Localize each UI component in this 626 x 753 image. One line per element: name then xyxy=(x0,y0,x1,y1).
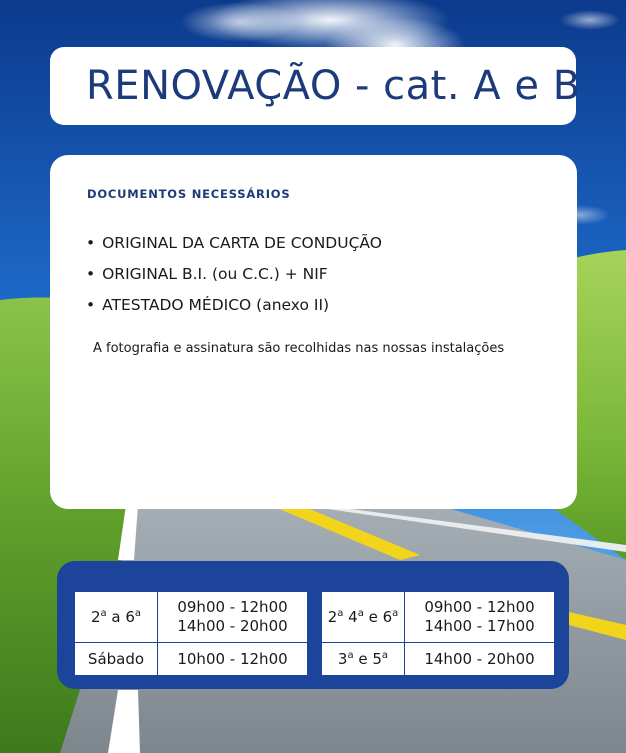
table-row xyxy=(322,643,555,676)
table-row xyxy=(322,592,555,643)
hours-cell: 09h00 - 12h00 14h00 - 20h00 xyxy=(158,592,308,643)
days-cell: 2$^a$ 4$^a$ e 6$^a$ xyxy=(322,592,405,643)
hours-table-left xyxy=(74,591,308,676)
hours-table-right xyxy=(321,591,555,676)
hours-cell: 09h00 - 12h00 14h00 - 17h00 xyxy=(405,592,555,643)
bullet-icon: • xyxy=(86,265,96,283)
document-item-text: ORIGINAL DA CARTA DE CONDUÇÃO xyxy=(102,234,382,252)
document-item-text: ORIGINAL B.I. (ou C.C.) + NIF xyxy=(102,265,328,283)
documents-card xyxy=(50,155,577,509)
days-cell: 2$^a$ a 6$^a$ xyxy=(75,592,158,643)
documents-heading: DOCUMENTOS NECESSÁRIOS xyxy=(87,187,291,201)
title-card xyxy=(50,47,581,125)
list-item xyxy=(86,293,382,324)
documents-list xyxy=(86,231,382,324)
list-item xyxy=(86,231,382,262)
photo-signature-note: A fotografia e assinatura são recolhidas nas nossas instalações xyxy=(93,341,505,356)
days-cell: Sábado xyxy=(75,643,158,676)
hours-cell: 14h00 - 20h00 xyxy=(405,643,555,676)
document-item-text: ATESTADO MÉDICO (anexo II) xyxy=(102,296,330,314)
opening-hours-panel xyxy=(57,561,569,689)
days-cell: 3$^a$ e 5$^a$ xyxy=(322,643,405,676)
hours-cell: 10h00 - 12h00 xyxy=(158,643,308,676)
table-row xyxy=(75,592,308,643)
bullet-icon: • xyxy=(86,234,96,252)
bullet-icon: • xyxy=(86,296,96,314)
page-title: RENOVAÇÃO - cat. A e B xyxy=(86,63,581,109)
table-row xyxy=(75,643,308,676)
list-item xyxy=(86,262,382,293)
